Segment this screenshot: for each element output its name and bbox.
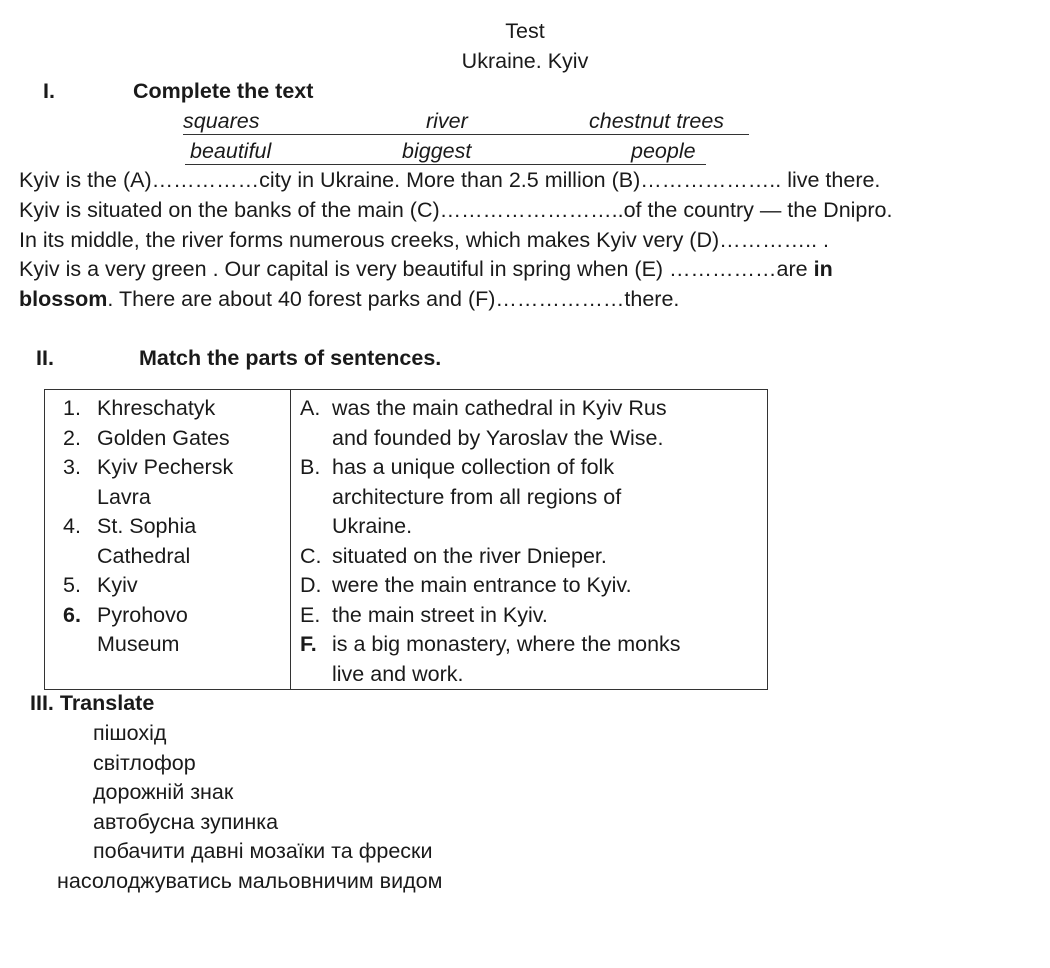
left-item [45,512,290,571]
item-label: Khreschatyk [97,396,216,420]
left-column [45,390,291,690]
left-item [45,571,290,601]
left-item [45,424,290,454]
item-number: 1. [63,396,81,420]
word-bank-row-2 [185,138,706,168]
translate-word: автобусна зупинка [93,810,279,834]
text-line: Kyiv is situated on the banks of the main (C)……………………..of the country — the Dnipro. [19,198,893,222]
translate-word: світлофор [93,751,196,775]
right-item [291,394,767,453]
item-letter: A. [300,396,321,420]
matching-table [44,389,768,690]
item-number: 3. [63,455,81,479]
item-label: Pyrohovo [97,602,188,627]
section2-heading: Match the parts of sentences. [139,346,442,370]
bold-word: blossom [19,287,108,311]
item-label: St. Sophia [97,514,197,538]
right-item [291,601,767,631]
item-number: 5. [63,573,81,597]
right-item [291,630,767,689]
word-bank-word: people [631,139,696,163]
item-label: was the main cathedral in Kyiv Rus [332,396,667,420]
item-letter: B. [300,455,321,479]
item-label: Museum [97,632,180,656]
left-item [45,601,290,660]
text-line: Kyiv is the (A)……………city in Ukraine. More than 2.5 million (B)……………….. live there. [19,168,881,192]
word-bank-word: river [426,109,468,133]
item-label: Kyiv [97,573,138,597]
word-bank-underline [185,164,706,165]
translate-word: насолоджуватись мальовничим видом [57,869,443,893]
item-label: live and work. [332,661,464,686]
item-label: Lavra [97,484,151,509]
text-line-part: Kyiv is a very green . Our capital is very beautiful in spring when (E) ……………are [19,257,808,281]
text-line [19,256,833,282]
word-bank-underline [183,134,749,135]
item-letter: D. [300,573,322,597]
text-line-part: . [107,287,114,311]
item-number: 2. [63,425,81,450]
word-bank-word: squares [183,109,260,133]
item-label: situated on the river Dnieper. [332,543,607,568]
section3-heading: III. Translate [30,691,155,715]
left-item [45,394,290,424]
section1-number: I. [43,79,55,103]
item-label: is a big monastery, where the monks [332,632,681,656]
word-bank-word: chestnut trees [589,109,725,133]
text-line: In its middle, the river forms numerous creeks, which makes Kyiv very (D)………….. . [19,228,830,252]
text-line [19,286,679,312]
left-item [45,453,290,512]
page-subtitle: Ukraine. Kyiv [461,49,589,73]
item-label: Cathedral [97,543,191,568]
item-letter: F. [300,632,317,656]
item-label: has a unique collection of folk [332,455,615,479]
item-label: architecture from all regions of [332,484,622,509]
section1-heading: Complete the text [133,79,314,103]
right-item [291,542,767,572]
item-label: Golden Gates [97,425,230,450]
text-line-part: There are about 40 forest parks and (F)………………there. [118,287,680,311]
translate-word: побачити давні мозаїки та фрески [93,839,433,863]
word-bank-row-1 [183,108,749,138]
item-number: 4. [63,514,81,538]
item-label: Ukraine. [332,514,413,538]
section2-number: II. [36,346,54,370]
translate-word: пішохід [93,721,167,745]
word-bank-word: beautiful [190,139,272,163]
bold-word: in [813,257,833,281]
item-number: 6. [63,602,81,627]
item-label: were the main entrance to Kyiv. [332,573,632,597]
item-letter: C. [300,543,322,568]
right-item [291,571,767,601]
page-title: Test [505,19,545,43]
item-label: Kyiv Pechersk [97,455,234,479]
item-letter: E. [300,602,321,627]
right-column [291,390,768,690]
translate-word: дорожній знак [93,780,234,804]
word-bank-word: biggest [402,139,472,163]
item-label: and founded by Yaroslav the Wise. [332,425,664,450]
item-label: the main street in Kyiv. [332,602,548,627]
right-item [291,453,767,542]
